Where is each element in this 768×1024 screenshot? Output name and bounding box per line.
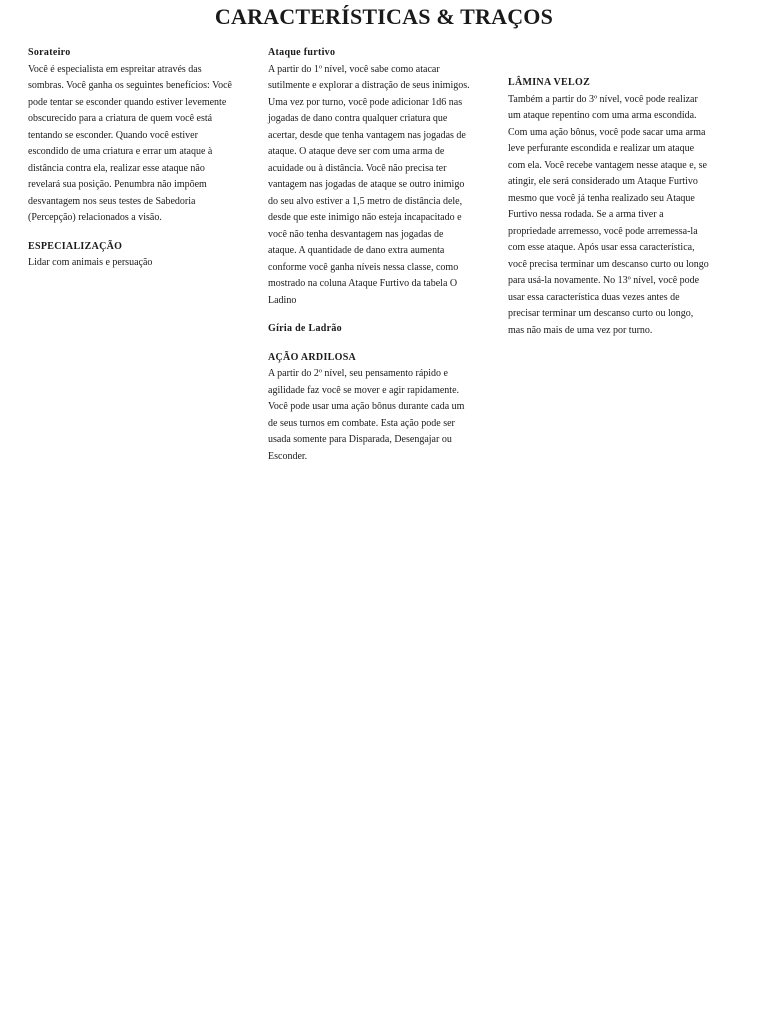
section-acao-ardilosa: [268, 350, 496, 466]
section-heading: Ataque furtivo: [268, 47, 336, 58]
section-heading: ESPECIALIZAÇÃO: [28, 240, 123, 252]
column-middle: [268, 45, 496, 477]
column-left: [28, 45, 254, 284]
section-especializacao: [28, 239, 254, 272]
section-body: Também a partir do 3º nível, você pode realizar um ataque repentino com uma arma escondida. Com uma ação bônus, você pode sacar uma arma leve perfurante escondida e realizar um ataque com ela. Você recebe vantagem nesse ataque e, se atingir, ele será considerado um Ataque Furtivo mesmo que você já tenha realizado seu Ataque Furtivo nessa rodada. Se a arma tiver a propriedade arremesso, você pode arremessa-la com esse ataque. Após usar essa característica, você precisa terminar um descanso curto ou longo para usá-la novamente. No 13º nível, você pode usar essa característica duas vezes antes de precisar terminar um descanso curto ou longo, mas não mais de uma vez por turno.: [508, 93, 709, 336]
column-right: [508, 75, 736, 351]
section-giria-de-ladrao: [268, 321, 496, 338]
section-body: A partir do 1º nível, você sabe como atacar sutilmente e explorar a distração de seus inimigos. Uma vez por turno, você pode adicionar 1d6 nas jogadas de dano contra qualquer criatura que acertar, desde que tenha vantagem nas jogadas de ataque. O ataque deve ser com uma arma de acuidade ou à distância. Você não precisa ter vantagem nas jogadas de ataque se outro inimigo do seu alvo estiver a 1,5 metro de distância dele, desde que este inimigo não esteja incapacitado e você não tenha desvantagem nas jogadas de ataque. A quantidade de dano extra aumenta conforme você ganha níveis nessa classe, como mostrado na coluna Ataque Furtivo da tabela O Ladino: [268, 63, 470, 306]
section-heading: Gíria de Ladrão: [268, 323, 342, 334]
section-heading: LÂMINA VELOZ: [508, 77, 591, 88]
section-sorateiro: [28, 45, 254, 227]
page-title: CARACTERÍSTICAS & TRAÇOS: [214, 4, 554, 29]
section-body: Você é especialista em espreitar através das sombras. Você ganha os seguintes benefícios: Você pode tentar se esconder quando estiver levemente obscurecido para a criatura de quem você está tentando se esconder. Quando você estiver escondido de uma criatura e errar um ataque à distância contra ela, realizar esse ataque não revelará sua posição. Penumbra não impõem desvantagem nos seus testes de Sabedoria (Percepção) relacionados a visão.: [28, 63, 232, 223]
section-body: A partir do 2º nível, seu pensamento rápido e agilidade faz você se mover e agir rapidamente. Você pode usar uma ação bônus durante cada um de seus turnos em combate. Esta ação pode ser usada somente para Disparada, Desengajar ou Esconder.: [268, 368, 465, 462]
section-ataque-furtivo: [268, 45, 496, 309]
section-lamina-veloz: [508, 75, 736, 339]
section-heading: AÇÃO ARDILOSA: [268, 351, 357, 363]
section-heading: Sorateiro: [28, 47, 71, 58]
section-body: Lidar com animais e persuação: [28, 257, 153, 268]
